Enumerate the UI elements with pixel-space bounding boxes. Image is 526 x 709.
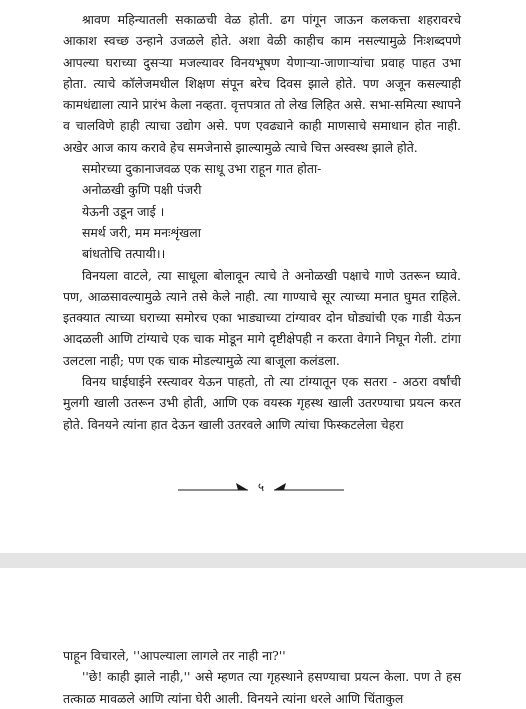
page-2-body-text — [63, 645, 461, 709]
paragraph: समोरच्या दुकानाजवळ एक साधू उभा राहून गात होता- — [82, 161, 322, 177]
poem-line: अनोळखी कुणि पक्षी पंजरी — [82, 182, 202, 198]
page-separator — [0, 553, 526, 568]
poem-line: बांधतोचि तत्पायी।। — [82, 246, 166, 262]
paragraph: पाहून विचारले, ''आपल्याला लागले तर नाही ना?'' — [63, 648, 286, 663]
page-number: ५ — [257, 480, 265, 494]
poem-verse — [63, 179, 461, 264]
poem-line: समर्थ जरी, मम मनःशृंखला — [82, 224, 201, 240]
poem-line: येऊनी उडून जाई । — [82, 203, 165, 219]
page-number-ornament — [176, 477, 346, 499]
paragraph: श्रावण महिन्यातली सकाळची वेळ होती. ढग पांगून जाऊन कलकत्ता शहरावरचे आकाश स्वच्छ उन्हाने उजळले होते. अशा वेळी काहीच काम नसल्यामुळे निःशब्दपणे आपल्या घराच्या दुसऱ्या मजल्यावर विनयभूषण येणाऱ्या-जाणाऱ्यांचा प्रवाह पाहत उभा होता. त्याचे कॉलेजमधील शिक्षण संपून बरेच दिवस झाले होते. पण अजून कसल्याही कामधंद्याला त्याने प्रारंभ केला नव्हता. वृत्तपत्रात तो लेख लिहित असे. सभा-समित्या स्थापने व चालविणे हाही त्याचा उद्योग असे. पण एवढ्याने काही माणसाचे समाधान होत नाही. अखेर आज काय करावे हेच समजेनासे झाल्यामुळे त्याचे चित्त अस्वस्थ झाले होते. — [63, 12, 461, 155]
document-page-2 — [0, 568, 526, 706]
paragraph: ''छे! काही झाले नाही,'' असे म्हणत त्या गृहस्थाने हसण्याचा प्रयत्न केला. पण ते हस तत्काळ मावळले आणि त्यांना घेरी आली. विनयने त्यांना धरले आणि चिंताकुल — [63, 669, 461, 706]
page-1-body-text — [63, 9, 461, 435]
paragraph: विनय घाईघाईने रस्त्यावर येऊन पाहतो, तो त्या टांग्यातून एक सतरा - अठरा वर्षांची मुलगी खाली उतरून उभी होती, आणि एक वयस्क गृहस्थ खाली उतरण्याचा प्रयत्न करत होते. विनयने त्यांना हात देऊन खाली उतरवले आणि त्यांचा फिस्कटलेला चेहरा — [63, 374, 461, 432]
paragraph: विनयला वाटले, त्या साधूला बोलावून त्याचे ते अनोळखी पक्षाचे गाणे उतरून घ्यावे. पण, आळसावल्यामुळे त्याने तसे केले नाही. त्या गाण्याचे सूर त्याच्या मनात घुमत राहिले. इतक्यात त्याच्या घराच्या समोरच एका भाड्याच्या टांग्यावर दोन घोड्यांची एक गाडी येऊन आदळली आणि टांग्याचे एक चाक मोडून मागे दृष्टीक्षेपही न करता वेगाने निघून गेली. टांगा उलटला नाही; पण एक चाक मोडल्यामुळे त्या बाजूला कलंडला. — [63, 267, 461, 368]
